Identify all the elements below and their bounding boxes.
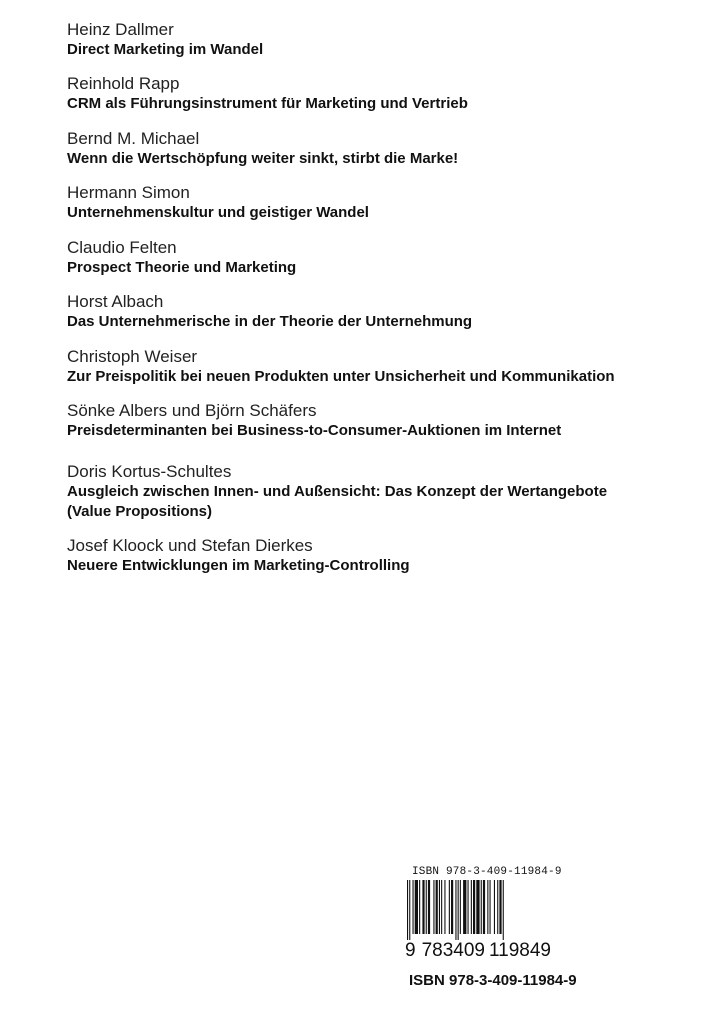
author: Doris Kortus-Schultes <box>67 462 232 481</box>
barcode-bar <box>481 880 482 934</box>
barcode-bar <box>503 880 504 940</box>
barcode-bar <box>444 880 445 934</box>
barcode-bar <box>426 880 427 934</box>
entry-felten <box>67 238 687 278</box>
entry-kortus <box>67 462 687 522</box>
entry-michael <box>67 129 687 169</box>
barcode-bar <box>451 880 453 934</box>
barcode-bar <box>449 880 450 934</box>
article-title: Das Unternehmerische in der Theorie der Unternehmung <box>67 313 473 330</box>
barcode-bar <box>487 880 488 934</box>
barcode-bar <box>419 880 420 934</box>
barcode-bar <box>413 880 414 934</box>
barcode-bar <box>490 880 491 934</box>
article-title: Neuere Entwicklungen im Marketing-Controlling <box>67 557 410 574</box>
barcode-bar <box>497 880 498 934</box>
barcode-bar <box>471 880 472 934</box>
article-title: Unternehmenskultur und geistiger Wandel <box>67 204 369 221</box>
barcode-bar <box>436 880 438 934</box>
barcode-bar <box>494 880 495 934</box>
author: Bernd M. Michael <box>67 129 200 148</box>
barcode-bar <box>415 880 418 934</box>
article-title: Preisdeterminanten bei Business-to-Consumer-Auktionen im Internet <box>67 422 562 439</box>
barcode-bar <box>473 880 475 934</box>
barcode-image <box>405 880 559 940</box>
barcode-digits-right: 119849 <box>488 940 551 961</box>
barcode-bar <box>463 880 466 934</box>
barcode-bar <box>428 880 430 934</box>
isbn-number: ISBN 978-3-409-11984-9 <box>409 972 577 989</box>
barcode-bar <box>460 880 461 934</box>
author: Claudio Felten <box>67 238 177 257</box>
barcode-isbn-label: ISBN 978-3-409-11984-9 <box>412 866 562 878</box>
author: Horst Albach <box>67 292 164 311</box>
barcode-bar <box>483 880 485 934</box>
barcode-bar <box>409 880 410 940</box>
author: Sönke Albers und Björn Schäfers <box>67 401 317 420</box>
entry-rapp <box>67 74 687 114</box>
article-title: Ausgleich zwischen Innen- und Außensicht: Das Konzept der Wertangebote <box>67 483 608 500</box>
barcode-bar <box>499 880 501 934</box>
article-title-line2: (Value Propositions) <box>67 503 213 520</box>
entry-dallmer <box>67 20 687 60</box>
barcode-bar <box>455 880 456 940</box>
author: Josef Kloock und Stefan Dierkes <box>67 536 313 555</box>
barcode-bar <box>441 880 442 934</box>
barcode-bar <box>407 880 408 940</box>
article-title: Direct Marketing im Wandel <box>67 41 264 58</box>
barcode-bar <box>458 880 459 940</box>
barcode-bar <box>433 880 434 934</box>
author: Hermann Simon <box>67 183 190 202</box>
barcode-digits <box>405 940 551 962</box>
entry-weiser <box>67 347 687 387</box>
entry-albers <box>67 401 687 441</box>
entry-simon <box>67 183 687 223</box>
entry-albach <box>67 292 687 332</box>
article-title: CRM als Führungsinstrument für Marketing und Vertrieb <box>67 95 468 112</box>
article-title: Zur Preispolitik bei neuen Produkten unter Unsicherheit und Kommunikation <box>67 368 615 385</box>
entry-kloock <box>67 536 687 576</box>
barcode-digit-first: 9 <box>405 940 416 961</box>
barcode-bar <box>439 880 440 934</box>
author: Heinz Dallmer <box>67 20 174 39</box>
barcode-digits-left: 783409 <box>421 940 485 961</box>
barcode-bar <box>422 880 424 934</box>
article-title: Wenn die Wertschöpfung weiter sinkt, stirbt die Marke! <box>67 150 459 167</box>
barcode-bar <box>476 880 479 934</box>
barcode-bar <box>468 880 469 934</box>
author: Christoph Weiser <box>67 347 198 366</box>
article-title: Prospect Theorie und Marketing <box>67 259 297 276</box>
author: Reinhold Rapp <box>67 74 180 93</box>
